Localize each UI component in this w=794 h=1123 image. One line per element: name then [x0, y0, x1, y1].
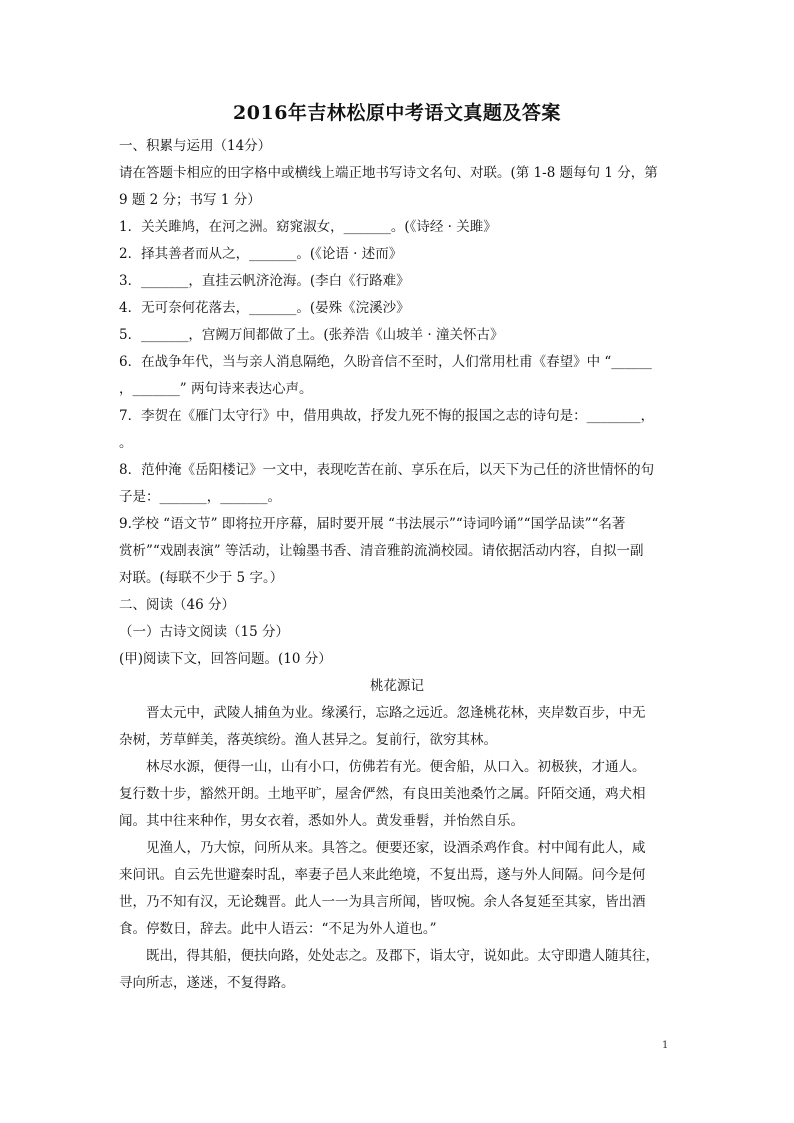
question-line: 4．无可奈何花落去，_______。(晏殊《浣溪沙》 [119, 300, 410, 316]
subsection-heading: (甲)阅读下文，回答问题。(10 分） [119, 651, 332, 667]
passage-line: 见渔人，乃大惊，问所从来。具答之。便要还家，设酒杀鸡作食。村中闻有此人，咸 [146, 840, 646, 856]
question-line: 9.学校 “语文节” 即将拉开序幕，届时要开展 “书法展示”“诗词吟诵”“国学品读”“名著 [119, 516, 626, 532]
question-line: 2．择其善者而从之，_______。(《论语 · 述而》 [119, 246, 403, 262]
question-line: 6．在战争年代，当与亲人消息隔绝，久盼音信不至时，人们常用杜甫《春望》中 “______ [119, 354, 652, 370]
question-line: 1．关关雎鸠，在河之洲。窈窕淑女，_______。(《诗经 · 关雎》 [119, 219, 497, 235]
question-line: 子是：_______，_______。 [119, 489, 281, 505]
passage-line: 杂树，芳草鲜美，落英缤纷。渔人甚异之。复前行，欲穷其林。 [119, 732, 497, 748]
passage-line: 林尽水源，便得一山，山有小口，仿佛若有光。便舍船，从口入。初极狭，才通人。 [146, 759, 646, 775]
instruction-line: 请在答题卡相应的田字格中或横线上端正地书写诗文名句、对联。(第 1-8 题每句 1 分，第 [119, 165, 658, 181]
page-number: 1 [662, 1040, 669, 1051]
passage-title: 桃花源记 [370, 678, 424, 694]
passage-line: 来问讯。自云先世避秦时乱，率妻子邑人来此绝境，不复出焉，遂与外人间隔。问今是何 [119, 867, 646, 883]
passage-line: 晋太元中，武陵人捕鱼为业。缘溪行，忘路之远近。忽逢桃花林，夹岸数百步，中无 [146, 705, 646, 721]
passage-line: 世，乃不知有汉，无论魏晋。此人一一为具言所闻，皆叹惋。余人各复延至其家，皆出酒 [119, 894, 646, 910]
passage-line: 复行数十步，豁然开朗。土地平旷，屋舍俨然，有良田美池桑竹之属。阡陌交通，鸡犬相 [119, 786, 646, 802]
subsection-heading: （一）古诗文阅读（15 分） [119, 624, 289, 640]
question-line: 8．范仲淹《岳阳楼记》一文中，表现吃苦在前、享乐在后，以天下为己任的济世情怀的句 [119, 462, 655, 478]
document-body [119, 133, 675, 997]
question-line: 赏析”“戏剧表演” 等活动，让翰墨书香、清音雅韵流淌校园。请依据活动内容，自拟一副 [119, 543, 644, 559]
question-line: 3．_______，直挂云帆济沧海。(李白《行路难》 [119, 273, 410, 289]
question-line: 。 [119, 435, 133, 451]
passage-line: 闻。其中往来种作，男女衣着，悉如外人。黄发垂髫，并怡然自乐。 [119, 813, 524, 829]
question-line: 5．_______，宫阙万间都做了土。(张养浩《山坡羊 · 潼关怀古》 [119, 327, 504, 343]
question-line: ，_______” 两句诗来表达心声。 [119, 381, 313, 397]
passage-line: 既出，得其船，便扶向路，处处志之。及郡下，诣太守，说如此。太守即遣人随其往， [146, 948, 659, 964]
passage-line: 食。停数日，辞去。此中人语云：“不足为外人道也。” [119, 921, 437, 937]
question-line: 对联。(每联不少于 5 字。） [119, 570, 284, 586]
section-heading: 一、积累与运用（14分） [119, 138, 272, 154]
section-heading: 二、阅读（46 分） [119, 597, 235, 613]
instruction-line: 9 题 2 分；书写 1 分） [119, 192, 261, 208]
passage-line: 寻向所志，遂迷，不复得路。 [119, 975, 295, 991]
question-line: 7．李贺在《雁门太守行》中，借用典故，抒发九死不悔的报国之志的诗句是：________， [119, 408, 655, 424]
page-title: 2016年吉林松原中考语文真题及答案 [233, 102, 561, 124]
